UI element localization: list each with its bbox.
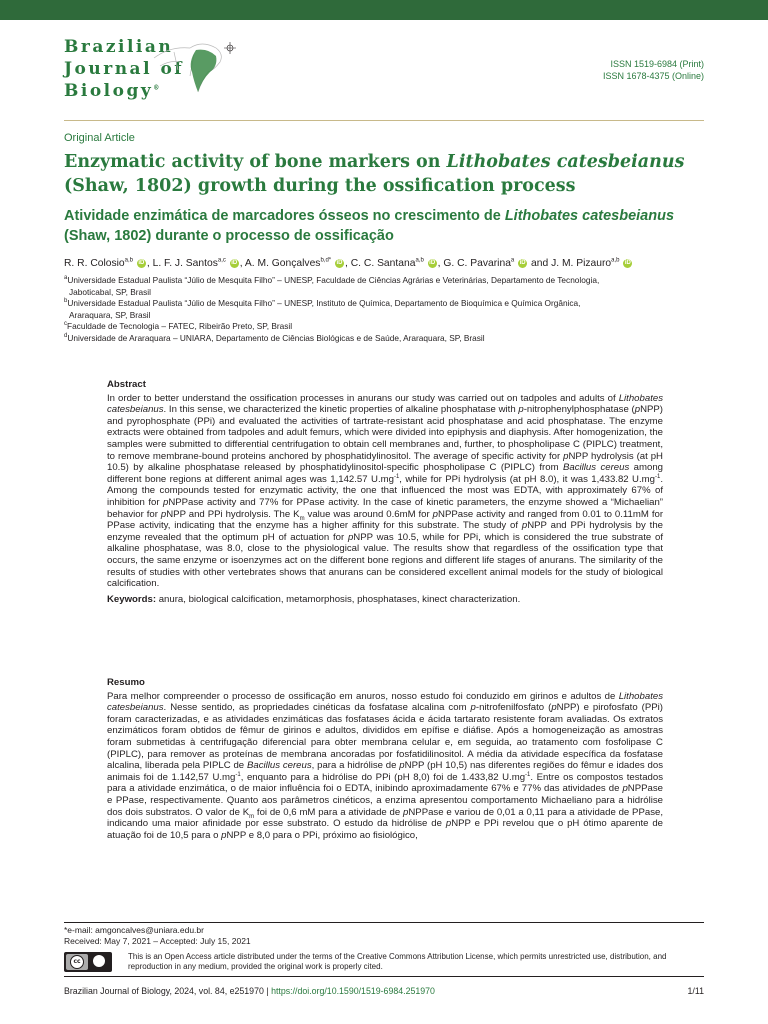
author-name: A. M. Gonçalves bbox=[244, 258, 321, 269]
top-color-bar bbox=[0, 0, 768, 20]
footnote-divider bbox=[64, 922, 704, 923]
journal-name-line-2: Journal of bbox=[64, 59, 185, 79]
journal-name-line-3: Biology® bbox=[64, 81, 162, 101]
article-title: Enzymatic activity of bone markers on Lithobates catesbeianus (Shaw, 1802) growth during the ossification process bbox=[64, 152, 685, 196]
abstract-text: In order to better understand the ossification processes in anurans our study was carried out on tadpoles and adults of Lithobates catesbeianus. In this sense, we characterized the kinetic properties of alkaline phosphatase with p-nitrophenylphosphatase (pNPP) and pyrophosphate (PPi) and evaluated the activities of tartrate-resistant acid phosphatase and acid phosphatase. The enzyme extracts were obtained from tadpoles and adult femurs, which were divided into epiphysis and diaphysis. After homogenization, the samples were submitted to differential centrifugation to obtain cell membranes and, further, to phospholipase C (PIPLC) treatment, to remove membrane-bound proteins anchored by phosphatidylinositol. The average of specific activity for pNPP hydrolysis (at pH 10.5) by alkaline phosphatase released by phosphatidylinositol-specific phospholipase C (PIPLC) from Bacillus cereus among different bone regions at different animal ages was 1,142.57 $U.mg^{-1}$, while for PPi hydrolysis (at pH 8.0), it was 1,433.82 $U.mg^{-1}$. Among the compounds tested for enzymatic activity, the one that influenced the most was EDTA, with approximately 67% of inhibition for pNPPase activity and 77% for PPase activity. In the case of kinetic parameters, the enzyme showed a “Michaelian” behavior for pNPP and PPi hydrolysis. The $K_m$ value was around 0.6mM for pNPPase activity and ranged from 0.01 to 0.11mM for PPase activity, indicating that the enzyme has a higher affinity for this substrate. The study of pNPP and PPi hydrolysis by the enzyme revealed that the optimum pH of actuation for pNPP was 10.5, while for PPi, which is considered the true substrate of alkaline phosphatase, was 8.0, close to the physiological value. The results show that regardless of the ossification type that occurs, the same enzyme or isoenzymes act on the different bone regions and different life stages of anurans. The similarity of the results of studies with other vertebrates shows that anurans can be considered excellent animal models for the study of biological calcification. bbox=[107, 392, 664, 590]
citation-line: Brazilian Journal of Biology, 2024, vol. 84, e251970 | https://doi.org/10.1590/1519-6984.251970 1/11 bbox=[64, 986, 704, 996]
resumo-heading: Resumo bbox=[107, 677, 145, 688]
author-list: R. R. Colosio$^{a,b}$ iD , L. F. J. Santos$^{a,c}$ iD , A. M. Gonçalves$^{b,d*}$ iD , C. C. Santana$^{a,b}$ iD , G. C. Pavarina$^a$ iD and J. M. Pizauro$^{a,b}$ iD bbox=[64, 257, 631, 269]
page-number: 1/11 bbox=[687, 986, 704, 996]
affiliation-d: $^d$Universidade de Araraquara – UNIARA, Departamento de Ciências Biológicas e de Saúde, Araraquara, SP, Brasil bbox=[64, 332, 485, 343]
author-name: C. C. Santana bbox=[350, 258, 416, 269]
footnote bbox=[64, 925, 251, 947]
license-block bbox=[64, 952, 704, 978]
orcid-icon[interactable]: iD bbox=[519, 259, 526, 266]
author-name: G. C. Pavarina bbox=[443, 258, 511, 269]
orcid-icon[interactable]: iD bbox=[231, 259, 238, 266]
citation-divider bbox=[64, 976, 704, 977]
citation-text: Brazilian Journal of Biology, 2024, vol. 84, e251970 bbox=[64, 986, 264, 996]
affiliation-a: $^a$Universidade Estadual Paulista “Júlio de Mesquita Filho” – UNESP, Faculdade de Ciências Agrárias e Veterinárias, Departamento de Tecnologia, bbox=[64, 275, 600, 285]
cc-by-badge-icon[interactable] bbox=[64, 952, 112, 972]
abstract-heading: Abstract bbox=[107, 379, 146, 390]
article-title-portuguese: Atividade enzimática de marcadores ósseos no crescimento de Lithobates catesbeianus (Shaw, 1802) durante o processo de ossificação bbox=[64, 208, 675, 244]
affiliation-b-cont: Araraquara, SP, Brasil bbox=[69, 309, 151, 320]
cc-icon: cc bbox=[70, 955, 84, 969]
author-name: J. M. Pizauro bbox=[551, 258, 612, 269]
orcid-icon[interactable]: iD bbox=[429, 259, 436, 266]
by-person-icon bbox=[93, 955, 105, 967]
header-divider bbox=[64, 120, 704, 121]
author-name: R. R. Colosio bbox=[64, 258, 125, 269]
issn-print: ISSN 1519-6984 (Print) bbox=[610, 59, 704, 69]
received-accepted-dates: Received: May 7, 2021 – Accepted: July 15, 2021 bbox=[64, 936, 251, 946]
resumo-section bbox=[107, 677, 663, 841]
issn-online: ISSN 1678-4375 (Online) bbox=[602, 71, 704, 81]
orcid-icon[interactable]: iD bbox=[138, 259, 145, 266]
south-america-map-icon bbox=[150, 36, 242, 98]
doi-link[interactable]: https://doi.org/10.1590/1519-6984.251970 bbox=[271, 986, 435, 996]
affiliation-b: $^b$Universidade Estadual Paulista “Júlio de Mesquita Filho” – UNESP, Instituto de Química, Departamento de Bioquímica e Química Orgânica, bbox=[64, 298, 581, 308]
affiliations bbox=[64, 275, 714, 344]
license-text: This is an Open Access article distributed under the terms of the Creative Commons Attribution License, which permits unrestricted use, distribution, and reproduction in any medium, provided the original work is properly cited. bbox=[128, 952, 667, 971]
affiliation-c: $^c$Faculdade de Tecnologia – FATEC, Ribeirão Preto, SP, Brasil bbox=[64, 321, 293, 331]
orcid-icon[interactable]: iD bbox=[624, 259, 631, 266]
article-type: Original Article bbox=[64, 132, 135, 144]
affiliation-a-cont: Jaboticabal, SP, Brasil bbox=[69, 286, 151, 297]
resumo-text: Para melhor compreender o processo de ossificação em anuros, nosso estudo foi conduzido em girinos e adultos de Lithobates catesbeianus. Nesse sentido, as propriedades cinéticas da fosfatase alcalina com p-nitrofenilfosfato (pNPP) e pirofosfato (PPi) foram caracterizadas, e as atividades enzimáticas das fosfatases ácida e ácida tartarato resistente foram avaliadas. Os extratos enzimáticos foram obtidos de fêmur de girinos e adultos, divididos em epífise e diáfise. Após a homogeneização as amostras foram submetidas à centrifugação diferencial para obter membrana celular e, em seguida, ao tratamento com fosfolipase C (PIPLC), para remover as proteínas de membrana ancoradas por fosfatidilinositol. A média da atividade específica da fosfatase alcalina, liberada pela PIPLC de Bacillus cereus, para a hidrólise de pNPP (pH 10,5) nas diferentes regiões do fêmur e idades dos animais foi de 1.142,57 $U.mg^{-1}$, enquanto para a hidrólise do PPi (pH 8,0) foi de 1.433,82 $U.mg^{-1}$. Entre os compostos testados para a atividade enzimática, o de maior influência foi o EDTA, inibindo aproximadamente 67% e 77% das atividades de pNPPase e PPase, respectivamente. Quanto aos parâmetros cinéticos, a enzima apresentou comportamento Michaeliano para a hidrólise dos dois substratos. O valor de $K_m$ foi de 0,6 mM para a atividade de pNPPase e variou de 0,01 a 0,11 para a atividade de PPase, indicando uma maior afinidade por esse substrato. O estudo da hidrólise de pNPP e PPi revelou que o pH ótimo aparente de atuação foi de 10,5 para o pNPP e 8,0 para o PPi, próximo ao fisiológico, bbox=[107, 690, 664, 841]
issn-block bbox=[603, 58, 704, 82]
keywords: Keywords: anura, biological calcification, metamorphosis, phosphatases, kinect characterization. bbox=[107, 593, 521, 605]
abstract-section bbox=[107, 379, 663, 605]
journal-name-line-1: Brazilian bbox=[64, 37, 174, 57]
corresponding-email[interactable]: *e-mail: amgoncalves@uniara.edu.br bbox=[64, 925, 204, 935]
orcid-icon[interactable]: iD bbox=[336, 259, 343, 266]
author-name: L. F. J. Santos bbox=[152, 258, 218, 269]
